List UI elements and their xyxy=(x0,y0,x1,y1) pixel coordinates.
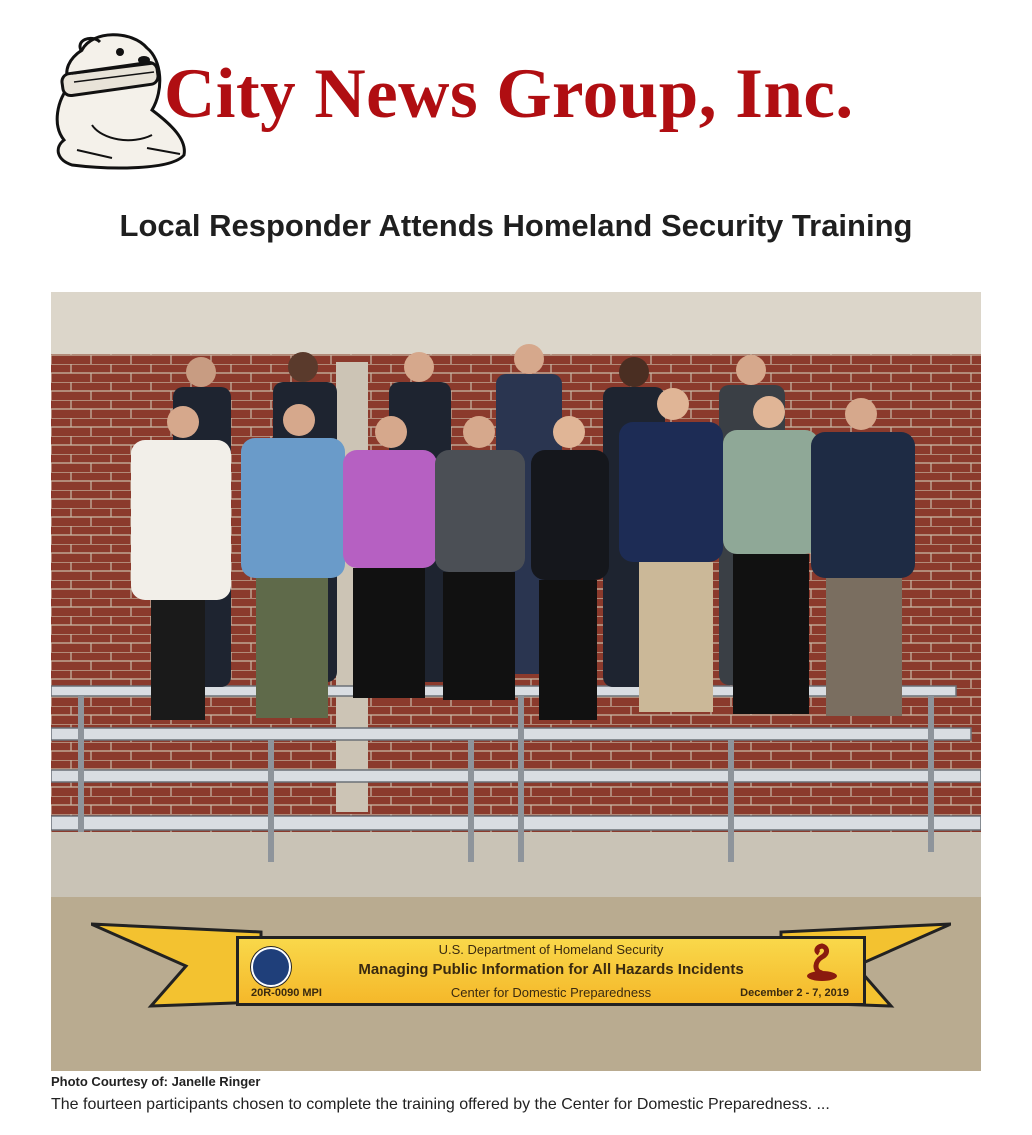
photo-caption: The fourteen participants chosen to complete the training offered by the Center for Domestic Preparedness. ... xyxy=(51,1096,830,1113)
article-headline: Local Responder Attends Homeland Security Training xyxy=(119,208,913,243)
banner-plate xyxy=(236,936,866,1006)
article-photo xyxy=(51,292,981,1071)
banner-class-code: 20R-0090 MPI xyxy=(251,987,322,999)
banner-course-title: Managing Public Information for All Hazards Incidents xyxy=(358,961,744,978)
banner-center: Center for Domestic Preparedness xyxy=(450,985,652,1000)
photo-credit: Photo Courtesy of: Janelle Ringer xyxy=(51,1074,261,1089)
banner-dates: December 2 - 7, 2019 xyxy=(740,987,849,999)
course-banner xyxy=(91,914,951,1024)
banner-agency: U.S. Department of Homeland Security xyxy=(438,942,664,957)
masthead xyxy=(52,30,982,175)
brand-name[interactable]: City News Group, Inc. xyxy=(164,55,854,133)
